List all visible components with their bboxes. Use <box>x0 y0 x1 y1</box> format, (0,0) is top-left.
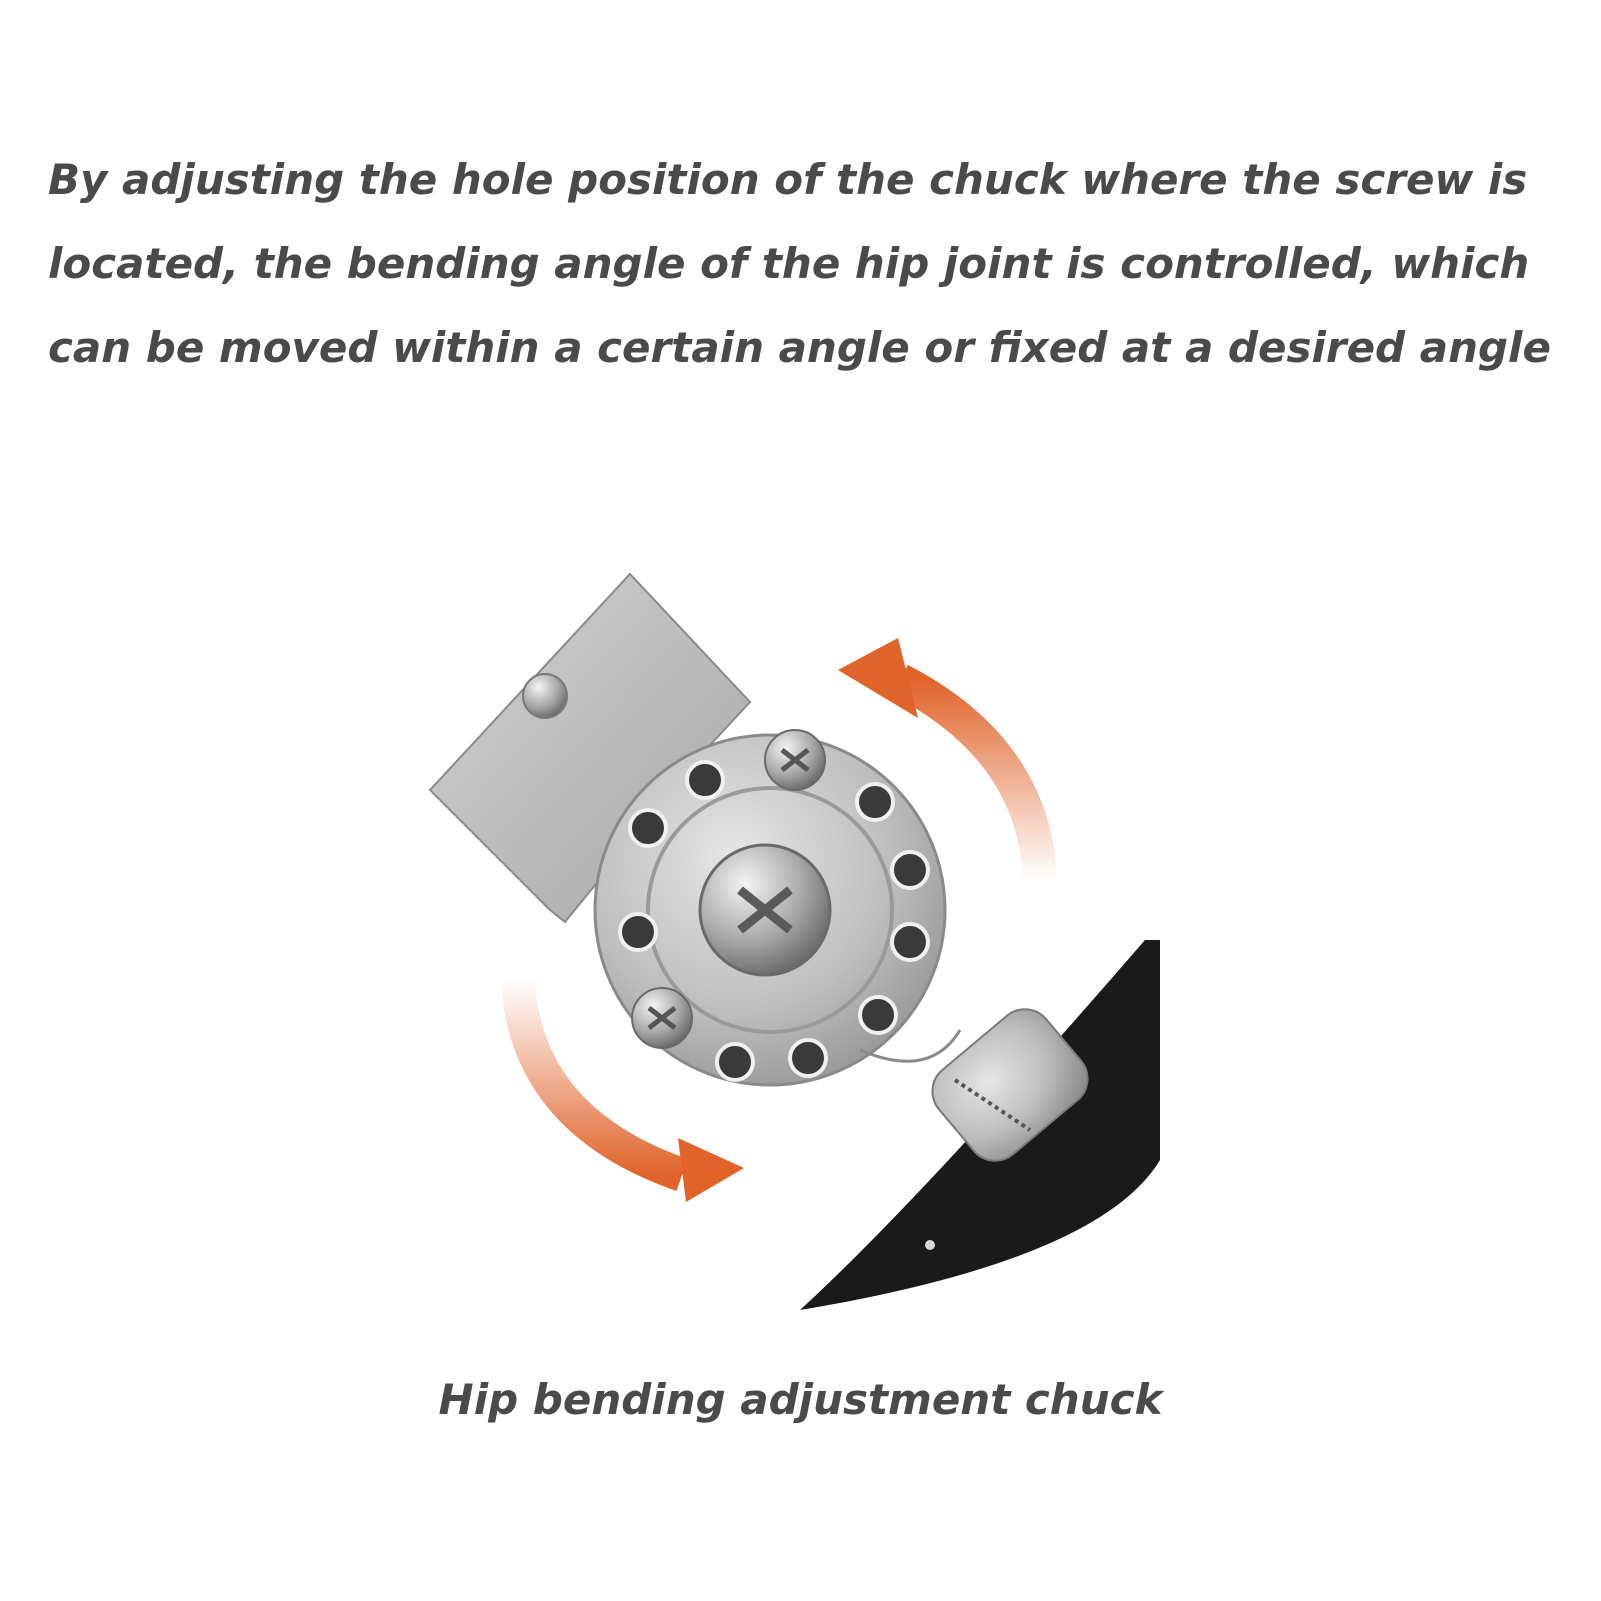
description-line: can be moved within a certain angle or fixed at a desired angle <box>48 323 1551 372</box>
rivet-icon <box>523 674 567 718</box>
description-text <box>48 138 1558 390</box>
description-line: By adjusting the hole position of the chuck where the screw is <box>48 155 1528 204</box>
description-line: located, the bending angle of the hip joint is controlled, which <box>48 239 1530 288</box>
hip-chuck-illustration <box>400 560 1200 1360</box>
figure-caption: Hip bending adjustment chuck <box>438 1375 1163 1424</box>
